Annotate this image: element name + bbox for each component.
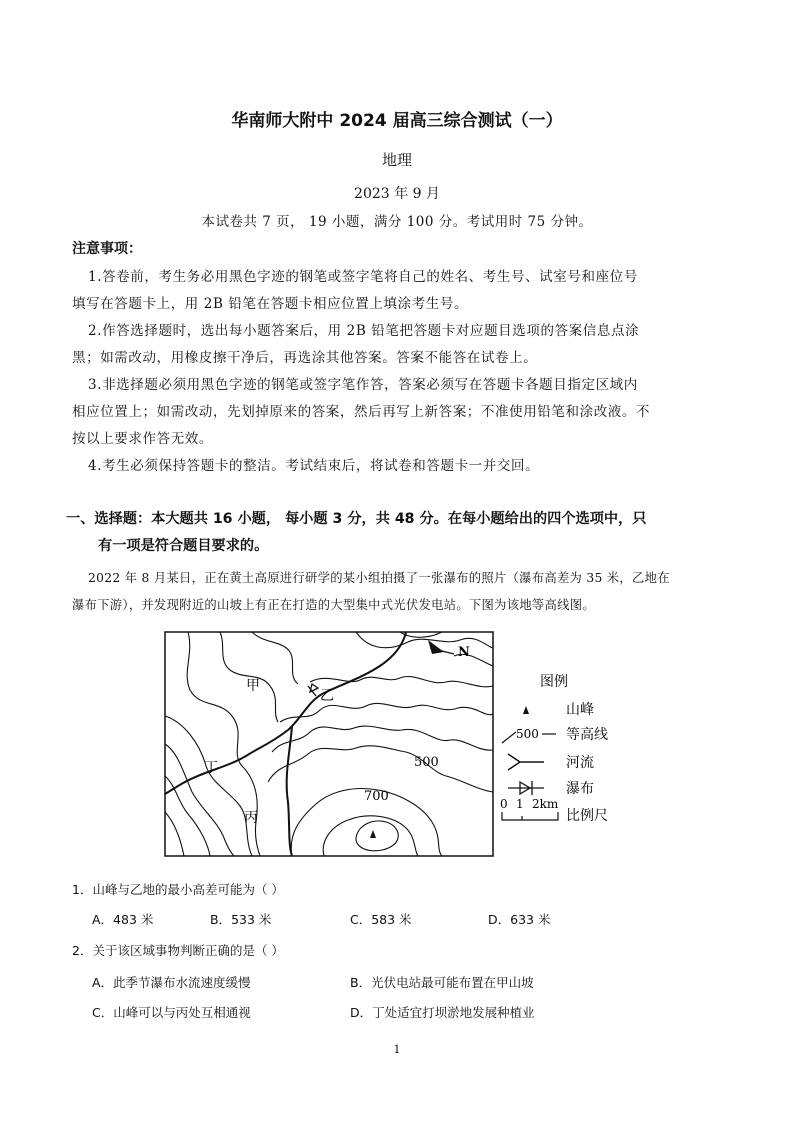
contour-label: 500 <box>414 755 439 770</box>
notice-line: 1.答卷前，考生务必用黑色字迹的钢笔或签字笔将自己的姓名、考生号、试室号和座位号 <box>88 269 638 285</box>
exam-info: 本试卷共 7 页， 19 小题，满分 100 分。考试用时 75 分钟。 <box>201 214 593 230</box>
notice-line: 黑；如需改动，用橡皮擦干净后，再选涂其他答案。答案不能答在试卷上。 <box>72 350 538 366</box>
scale-bar <box>502 812 558 820</box>
map-label-bing: 丙 <box>244 810 258 826</box>
notice-line: 相应位置上；如需改动，先划掉原来的答案，然后再写上新答案；不准使用铅笔和涂改液。不 <box>72 404 651 420</box>
contour-label: 700 <box>364 789 389 804</box>
map-legend <box>500 674 608 824</box>
contour-map-figure <box>160 626 660 862</box>
peak-icon <box>370 830 376 838</box>
scale-tick-2: 2km <box>532 797 559 811</box>
north-arrow-icon <box>428 640 454 654</box>
option-a: A．此季节瀑布水流速度缓慢 <box>92 975 251 990</box>
map-label-ding: 丁 <box>204 760 218 776</box>
legend-river-icon <box>508 754 544 770</box>
section-heading-cont: 有一项是符合题目要求的。 <box>98 538 269 554</box>
legend-title: 图例 <box>540 674 568 690</box>
option-d: D．丁处适宜打坝淤地发展种植业 <box>350 1005 535 1020</box>
legend-waterfall-label: 瀑布 <box>566 781 594 797</box>
notice-line: 3.非选择题必须用黑色字迹的钢笔或签字笔作答，答案必须写在答题卡各题目指定区域内 <box>88 377 638 393</box>
scale-tick-1: 1 <box>516 797 524 811</box>
map-label-yi: 乙 <box>320 688 334 704</box>
option-c: C．山峰可以与丙处互相通视 <box>92 1005 251 1020</box>
legend-contour-label: 等高线 <box>566 727 608 743</box>
option-b: B．533 米 <box>210 912 272 927</box>
tributary-river <box>287 726 292 856</box>
legend-contour-value: 500 <box>516 727 539 741</box>
legend-peak-icon <box>523 706 529 714</box>
notice-line: 填写在答题卡上，用 2B 铅笔在答题卡相应位置上填涂考生号。 <box>72 296 469 312</box>
exam-date: 2023 年 9 月 <box>354 186 440 202</box>
passage-intro-cont: 瀑布下游），并发现附近的山坡上有正在打造的大型集中式光伏发电站。下图为该地等高线图。 <box>72 598 595 612</box>
question-stem: 1．山峰与乙地的最小高差可能为（ ） <box>72 882 284 897</box>
subject-label: 地理 <box>381 151 412 169</box>
legend-peak-label: 山峰 <box>566 702 594 718</box>
waterfall-symbol <box>308 684 318 696</box>
option-b: B．光伏电站最可能布置在甲山坡 <box>350 975 534 990</box>
option-d: D．633 米 <box>488 912 551 927</box>
legend-scale-label: 比例尺 <box>566 808 608 824</box>
notice-heading: 注意事项： <box>72 241 142 257</box>
scale-tick-0: 0 <box>500 797 508 811</box>
notice-line: 2.作答选择题时，选出每小题答案后，用 2B 铅笔把答题卡对应题目选项的答案信息点涂 <box>88 323 640 339</box>
option-c: C．583 米 <box>350 912 412 927</box>
question-stem: 2．关于该区域事物判断正确的是（ ） <box>72 943 284 958</box>
passage-intro: 2022 年 8 月某日，正在黄土高原进行研学的某小组拍摄了一张瀑布的照片（瀑布高差为 35 米，乙地在 <box>88 571 670 585</box>
legend-river-label: 河流 <box>566 755 594 771</box>
option-a: A．483 米 <box>92 912 154 927</box>
legend-waterfall-icon <box>508 781 544 795</box>
north-label: N <box>458 645 470 660</box>
main-river <box>165 632 406 794</box>
contour-lines <box>165 632 493 856</box>
section-heading: 一、选择题：本大题共 16 小题， 每小题 3 分，共 48 分。在每小题给出的四个选项中，只 <box>66 511 647 527</box>
notice-line: 4.考生必须保持答题卡的整洁。考试结束后，将试卷和答题卡一并交回。 <box>88 458 540 474</box>
map-label-jia: 甲 <box>246 678 260 694</box>
notice-line: 按以上要求作答无效。 <box>72 431 213 447</box>
paper-title: 华南师大附中 2024 届高三综合测试（一） <box>231 111 563 131</box>
legend-contour-icon <box>502 732 516 743</box>
page-number: 1 <box>393 1043 401 1056</box>
